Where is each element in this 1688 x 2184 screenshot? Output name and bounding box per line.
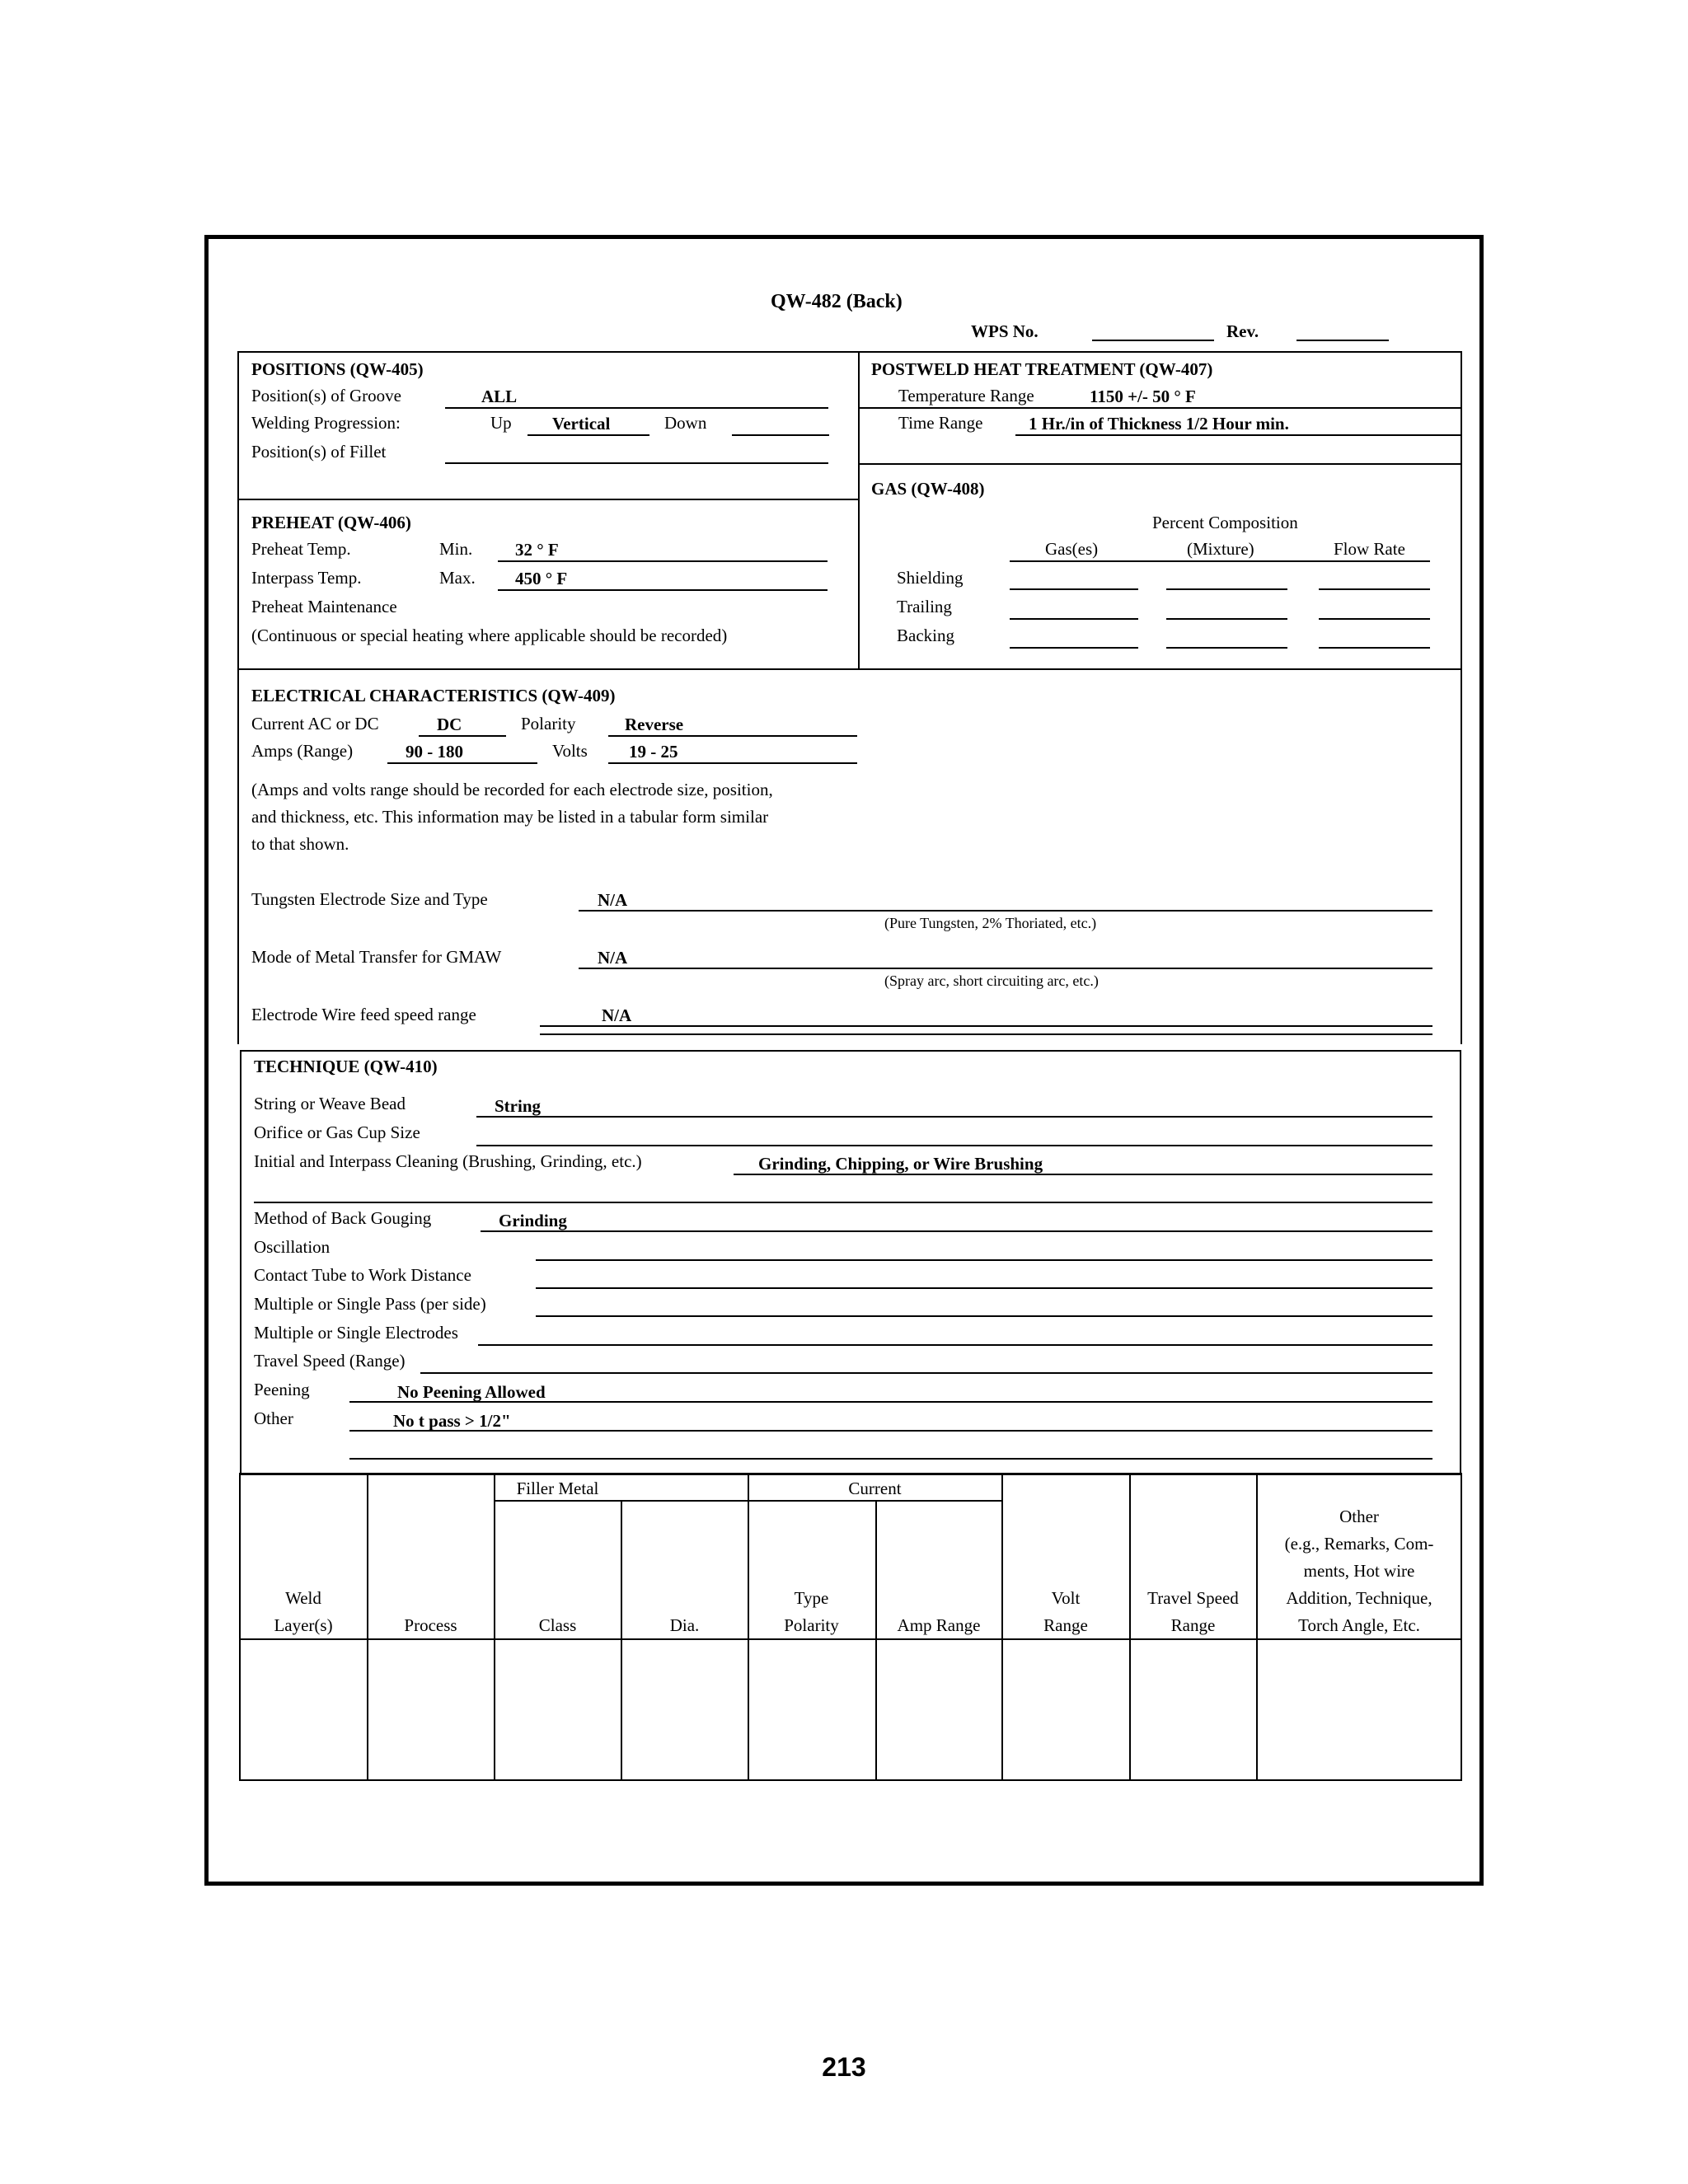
down-label: Down: [664, 413, 707, 433]
pwht-time-value[interactable]: 1 Hr./in of Thickness 1/2 Hour min.: [1029, 414, 1289, 434]
other-field: [349, 1430, 1432, 1432]
positions-heading: POSITIONS (QW-405): [251, 359, 424, 379]
technique-heading: TECHNIQUE (QW-410): [254, 1057, 438, 1076]
th-type-2: Polarity: [784, 1615, 839, 1635]
transfer-value[interactable]: N/A: [598, 948, 628, 968]
cleaning-field: [734, 1174, 1432, 1175]
th-volt-2: Range: [1043, 1615, 1088, 1635]
other-label: Other: [254, 1408, 293, 1428]
td-travel-speed[interactable]: [1131, 1640, 1255, 1779]
pwht-temp-value[interactable]: 1150 +/- 50 ° F: [1090, 387, 1196, 406]
cleaning-field-2[interactable]: [254, 1202, 1432, 1203]
form-title: QW-482 (Back): [771, 291, 903, 312]
preheat-max-field: [498, 589, 828, 591]
trailing-mixture-field[interactable]: [1166, 618, 1287, 620]
electrical-note-2: and thickness, etc. This information may be listed in a tabular form similar: [251, 807, 769, 827]
gas-row-trailing: Trailing: [897, 597, 952, 616]
electrical-note-3: to that shown.: [251, 834, 349, 854]
bead-label: String or Weave Bead: [254, 1094, 406, 1113]
th-amp: Amp Range: [897, 1615, 981, 1635]
divider-vertical: [858, 351, 860, 670]
bead-field: [476, 1116, 1432, 1118]
volts-value[interactable]: 19 - 25: [629, 742, 678, 762]
up-field: [528, 434, 649, 436]
backing-mixture-field[interactable]: [1166, 647, 1287, 649]
amps-label: Amps (Range): [251, 741, 354, 761]
gas-header-rule: [1010, 560, 1430, 562]
polarity-label: Polarity: [521, 714, 576, 733]
electrical-left-border: [237, 669, 239, 1044]
tungsten-field: [579, 910, 1432, 912]
wps-label: WPS No.: [971, 321, 1039, 341]
travel-label: Travel Speed (Range): [254, 1351, 406, 1371]
backing-flow-field[interactable]: [1319, 647, 1430, 649]
wps-number-field[interactable]: [1092, 340, 1214, 341]
th-type-1: Type: [794, 1588, 829, 1608]
wirefeed-field: [540, 1025, 1432, 1027]
gas-col-flow: Flow Rate: [1334, 539, 1405, 559]
current-field: [419, 735, 506, 737]
page-number: 213: [822, 2052, 866, 2082]
th-weld-2: Layer(s): [274, 1615, 333, 1635]
divider-positions-preheat: [237, 499, 859, 500]
shielding-gases-field[interactable]: [1010, 588, 1138, 590]
wirefeed-field-2: [540, 1033, 1432, 1035]
current-value[interactable]: DC: [437, 715, 462, 734]
gas-heading: GAS (QW-408): [871, 479, 985, 499]
contact-label: Contact Tube to Work Distance: [254, 1265, 471, 1285]
groove-label: Position(s) of Groove: [251, 386, 401, 405]
oscillation-label: Oscillation: [254, 1237, 331, 1257]
polarity-value[interactable]: Reverse: [625, 715, 684, 734]
gas-col-gases: Gas(es): [1045, 539, 1099, 559]
td-process[interactable]: [368, 1640, 493, 1779]
td-other[interactable]: [1258, 1640, 1461, 1779]
gas-row-shielding: Shielding: [897, 568, 964, 588]
peening-field: [349, 1401, 1432, 1403]
polarity-field: [608, 735, 857, 737]
th-filler-metal: Filler Metal: [516, 1479, 599, 1498]
preheat-temp-label: Preheat Temp.: [251, 539, 351, 559]
cleaning-label: Initial and Interpass Cleaning (Brushing, Grinding, etc.): [254, 1151, 642, 1171]
th-class: Class: [538, 1615, 577, 1635]
oscillation-field[interactable]: [536, 1259, 1432, 1261]
electrodes-field[interactable]: [478, 1344, 1432, 1346]
tungsten-value[interactable]: N/A: [598, 890, 628, 910]
section-upper: [237, 351, 1462, 670]
pwht-temp-label: Temperature Range: [898, 386, 1034, 405]
th-current: Current: [848, 1479, 902, 1498]
peening-value[interactable]: No Peening Allowed: [397, 1382, 546, 1402]
pwht-temp-field: [858, 407, 1462, 409]
cleaning-value[interactable]: Grinding, Chipping, or Wire Brushing: [758, 1154, 1043, 1174]
contact-field[interactable]: [536, 1287, 1432, 1289]
backing-gases-field[interactable]: [1010, 647, 1138, 649]
th-other-3: ments, Hot wire: [1303, 1561, 1415, 1581]
th-travel-2: Range: [1170, 1615, 1216, 1635]
up-value[interactable]: Vertical: [552, 414, 611, 434]
travel-field[interactable]: [420, 1372, 1432, 1374]
down-field[interactable]: [732, 434, 829, 436]
peening-label: Peening: [254, 1380, 310, 1399]
th-process: Process: [404, 1615, 457, 1635]
pwht-time-label: Time Range: [898, 413, 983, 433]
backgouging-value[interactable]: Grinding: [499, 1211, 567, 1230]
th-other-4: Addition, Technique,: [1286, 1588, 1432, 1608]
gas-row-backing: Backing: [897, 626, 954, 645]
gas-percent-label: Percent Composition: [1152, 513, 1298, 532]
backgouging-field: [481, 1230, 1432, 1232]
fillet-label: Position(s) of Fillet: [251, 442, 387, 462]
pwht-time-field: [1015, 434, 1462, 436]
th-other-5: Torch Angle, Etc.: [1298, 1615, 1420, 1635]
groove-field: [445, 407, 828, 409]
preheat-min-value[interactable]: 32 ° F: [515, 540, 559, 560]
interpass-label: Interpass Temp.: [251, 568, 362, 588]
current-label: Current AC or DC: [251, 714, 379, 733]
pass-field[interactable]: [536, 1315, 1432, 1317]
orifice-field[interactable]: [476, 1145, 1432, 1146]
rev-field[interactable]: [1296, 340, 1389, 341]
preheat-heading: PREHEAT (QW-406): [251, 513, 411, 532]
gas-col-mixture: (Mixture): [1187, 539, 1254, 559]
orifice-label: Orifice or Gas Cup Size: [254, 1122, 420, 1142]
th-dia: Dia.: [669, 1615, 700, 1635]
backgouging-label: Method of Back Gouging: [254, 1208, 432, 1228]
th-weld-1: Weld: [285, 1588, 321, 1608]
volts-label: Volts: [552, 741, 588, 761]
tungsten-label: Tungsten Electrode Size and Type: [251, 889, 488, 909]
volts-field: [608, 762, 857, 764]
progression-label: Welding Progression:: [251, 413, 401, 433]
transfer-hint: (Spray arc, short circuiting arc, etc.): [884, 972, 1099, 989]
other-field-2[interactable]: [349, 1458, 1432, 1460]
preheat-max-label: Max.: [439, 568, 476, 588]
th-other-2: (e.g., Remarks, Com-: [1284, 1534, 1434, 1554]
th-travel-1: Travel Speed: [1147, 1588, 1239, 1608]
bead-value[interactable]: String: [495, 1096, 542, 1116]
amps-value[interactable]: 90 - 180: [406, 742, 463, 762]
fillet-field[interactable]: [445, 462, 828, 464]
td-volt-range[interactable]: [1003, 1640, 1128, 1779]
amps-field: [387, 762, 537, 764]
th-volt-1: Volt: [1051, 1588, 1081, 1608]
tungsten-hint: (Pure Tungsten, 2% Thoriated, etc.): [884, 915, 1097, 931]
wirefeed-value[interactable]: N/A: [602, 1005, 632, 1025]
td-type-polarity[interactable]: [749, 1640, 874, 1779]
td-amp-range[interactable]: [877, 1640, 1001, 1779]
transfer-label: Mode of Metal Transfer for GMAW: [251, 947, 502, 967]
td-weld-layer[interactable]: [241, 1640, 366, 1779]
rev-label: Rev.: [1226, 321, 1259, 341]
td-class[interactable]: [495, 1640, 620, 1779]
transfer-field: [579, 968, 1432, 969]
preheat-note: (Continuous or special heating where applicable should be recorded): [251, 626, 728, 645]
electrical-note-1: (Amps and volts range should be recorded for each electrode size, position,: [251, 780, 773, 799]
trailing-flow-field[interactable]: [1319, 618, 1430, 620]
preheat-min-label: Min.: [439, 539, 473, 559]
electrodes-label: Multiple or Single Electrodes: [254, 1323, 458, 1343]
shielding-flow-field[interactable]: [1319, 588, 1430, 590]
th-other-1: Other: [1339, 1507, 1379, 1526]
preheat-max-value[interactable]: 450 ° F: [515, 569, 568, 588]
pwht-heading: POSTWELD HEAT TREATMENT (QW-407): [871, 359, 1213, 379]
td-dia[interactable]: [622, 1640, 747, 1779]
up-label: Up: [490, 413, 512, 433]
electrical-right-border: [1461, 669, 1462, 1044]
trailing-gases-field[interactable]: [1010, 618, 1138, 620]
wirefeed-label: Electrode Wire feed speed range: [251, 1005, 476, 1024]
other-value[interactable]: No t pass > 1/2": [393, 1411, 511, 1431]
shielding-mixture-field[interactable]: [1166, 588, 1287, 590]
pass-label: Multiple or Single Pass (per side): [254, 1294, 486, 1314]
electrical-heading: ELECTRICAL CHARACTERISTICS (QW-409): [251, 686, 616, 705]
preheat-min-field: [498, 560, 828, 562]
divider-pwht-gas: [858, 463, 1462, 465]
groove-value[interactable]: ALL: [481, 387, 518, 406]
preheat-maintenance-label: Preheat Maintenance: [251, 597, 397, 616]
